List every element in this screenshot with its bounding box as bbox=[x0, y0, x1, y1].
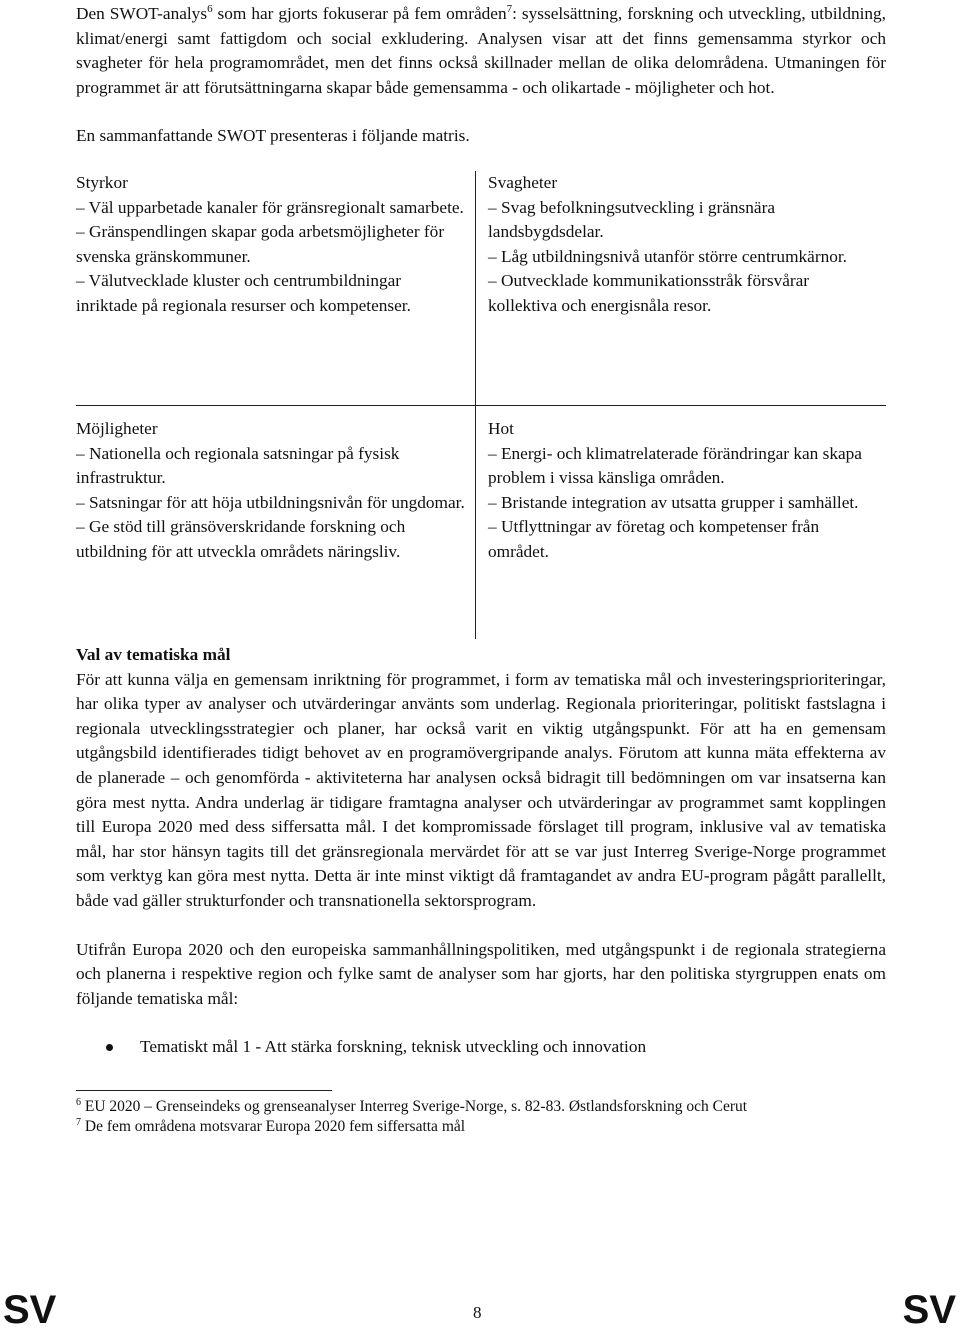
language-tag-left: SV bbox=[3, 1288, 57, 1332]
footnote-ref-7[interactable]: 7 bbox=[506, 3, 513, 16]
body-paragraph: Utifrån Europa 2020 och den europeiska sammanhållningspolitiken, med utgångspunkt i de regionala strategierna och planerna i respektive region och fylke samt de analyser som har gjorts, har den politiska styrgruppen enats om följande tematiska mål: bbox=[76, 939, 886, 1008]
footnote: $^6$ EU 2020 – Grenseindeks og grenseanalyser Interreg Sverige-Norge, s. 82-83. Østlandsforskning och Cerut bbox=[76, 1096, 748, 1115]
thematic-goals-section bbox=[76, 643, 886, 1060]
footnote: $^7$ De fem områdena motsvarar Europa 2020 fem siffersatta mål bbox=[76, 1116, 466, 1135]
swot-weaknesses bbox=[488, 171, 878, 319]
swot-horizontal-divider bbox=[76, 405, 886, 406]
opportunities-item: – Nationella och regionala satsningar på fysisk infrastruktur. bbox=[76, 443, 400, 488]
section-heading: Val av tematiska mål bbox=[76, 644, 231, 664]
language-tag-right: SV bbox=[902, 1288, 956, 1332]
weaknesses-item: – Låg utbildningsnivå utanför större centrumkärnor. bbox=[488, 246, 847, 266]
footnote-separator bbox=[76, 1090, 332, 1091]
swot-matrix bbox=[76, 171, 886, 641]
weaknesses-title: Svagheter bbox=[488, 172, 558, 192]
body-paragraph: För att kunna välja en gemensam inriktning för programmet, i form av tematiska mål och investeringsprioriteringar, har olika typer av analyser och utvärderingar använts som underlag. Regionala prioriteringar, politiskt fastslagna i regionala utvecklingsstrategier och planer, har också varit en viktig utgångspunkt. För att ha en gemensam utgångsbild identifierades tidigt behovet av en programövergripande analys. Förutom att kunna mäta effekterna av de planerade – och genomförda - aktiviteterna har analysen också bidragit till bedömningen om var insatserna kan göra mest nytta. Andra underlag är tidigare framtagna analyser och utvärderingar av programmet samt kopplingen till Europa 2020 med dess siffersatta mål. I det kompromissade förslaget till program, inklusive val av tematiska mål, har stor hänsyn tagits till det gränsregionala mervärdet för att se var just Interreg Sverige-Norge programmet som verktyg kan göra mest nytta. Detta är inte minst viktigt då framtagandet av andra EU-program pågått parallellt, både vad gäller strukturfonder och transnationella sektorsprogram. bbox=[76, 669, 886, 910]
page-number: 8 bbox=[473, 1303, 482, 1323]
list-item bbox=[76, 1035, 886, 1060]
footnotes bbox=[76, 1097, 886, 1137]
threats-item: – Bristande integration av utsatta grupper i samhället. bbox=[488, 492, 859, 512]
weaknesses-item: – Outvecklade kommunikationsstråk försvårar kollektiva och energisnåla resor. bbox=[488, 271, 810, 315]
swot-intro-sentence: En sammanfattande SWOT presenteras i följande matris. bbox=[76, 126, 470, 146]
opportunities-item: – Ge stöd till gränsöverskridande forskning och utbildning för att utveckla områdets näringsliv. bbox=[76, 517, 406, 561]
strengths-title: Styrkor bbox=[76, 172, 128, 192]
strengths-item: – Välutvecklade kluster och centrumbildningar inriktade på regionala resurser och kompetenser. bbox=[76, 271, 411, 315]
threats-title: Hot bbox=[488, 418, 514, 438]
intro-paragraph: Den SWOT-analys$^6$ som har gjorts fokuserar på fem områden$^7$: sysselsättning, forskning och utveckling, utbildning, klimat/energi samt fattigdom och social exkludering. Analysen visar att det finns gemensamma styrkor och svagheter för hela programområdet, men det finns också skillnader mellan de olika delområdena. Utmaningen för programmet är att förutsättningarna skapar både gemensamma - och olikartade - möjligheter och hot. bbox=[76, 3, 887, 97]
strengths-item: – Väl upparbetade kanaler för gränsregionalt samarbete. bbox=[76, 197, 464, 217]
swot-strengths bbox=[76, 171, 466, 319]
strengths-item: – Gränspendlingen skapar goda arbetsmöjligheter för svenska gränskommuner. bbox=[76, 222, 445, 266]
bullet-icon bbox=[106, 1044, 113, 1051]
threats-item: – Energi- och klimatrelaterade förändringar kan skapa problem i vissa känsliga områden. bbox=[488, 443, 862, 488]
opportunities-item: – Satsningar för att höja utbildningsnivån för ungdomar. bbox=[76, 492, 465, 512]
opportunities-title: Möjligheter bbox=[76, 418, 158, 438]
list-item-text: Tematiskt mål 1 - Att stärka forskning, teknisk utveckling och innovation bbox=[140, 1037, 647, 1057]
swot-opportunities bbox=[76, 417, 466, 565]
document-page bbox=[76, 2, 886, 1137]
swot-threats bbox=[488, 417, 878, 565]
weaknesses-item: – Svag befolkningsutveckling i gränsnära landsbygdsdelar. bbox=[488, 197, 775, 242]
footnote-ref-6[interactable]: 6 bbox=[207, 3, 213, 16]
threats-item: – Utflyttningar av företag och kompetenser från området. bbox=[488, 517, 820, 561]
